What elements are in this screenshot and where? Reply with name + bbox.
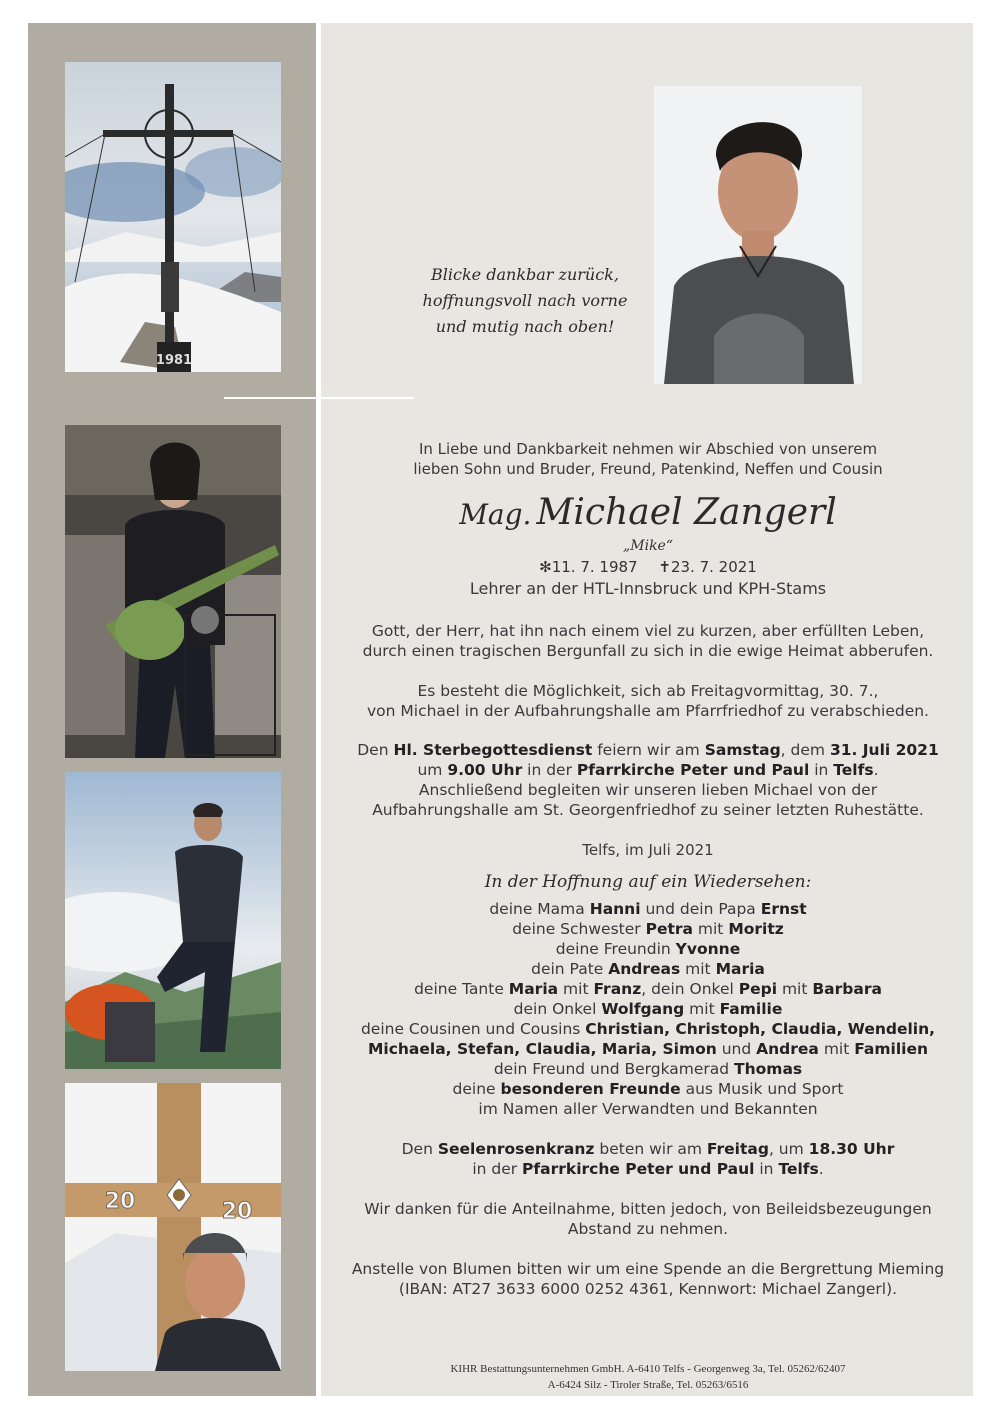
mourner-row: deine Schwester Petra mit Moritz bbox=[512, 920, 784, 938]
cross-year-right: 20 bbox=[221, 1199, 253, 1224]
mourners-list bbox=[330, 899, 966, 1119]
funeral-mass-text bbox=[330, 740, 966, 820]
rosary-line-2: in der Pfarrkirche Peter und Paul in Telfs. bbox=[472, 1160, 824, 1178]
motto-line-3: und mutig nach oben! bbox=[435, 317, 615, 336]
rosary-line-1: Den Seelenrosenkranz beten wir am Freitag, um 18.30 Uhr bbox=[401, 1140, 895, 1158]
mourner-row: deine Tante Maria mit Franz, dein Onkel Pepi mit Barbara bbox=[414, 980, 882, 998]
nickname: „Mike“ bbox=[623, 538, 673, 554]
viewing-text bbox=[330, 681, 966, 721]
para2-line-2: von Michael in der Aufbahrungshalle am Pfarrfriedhof zu verabschieden. bbox=[366, 702, 929, 720]
mourner-row: dein Pate Andreas mit Maria bbox=[531, 960, 765, 978]
mourner-row: im Namen aller Verwandten und Bekannten bbox=[478, 1100, 818, 1118]
intro-line-1: In Liebe und Dankbarkeit nehmen wir Abschied von unserem bbox=[418, 440, 878, 458]
mourner-row: deine Freundin Yvonne bbox=[555, 940, 741, 958]
academic-title: Mag. bbox=[459, 498, 532, 531]
guitarist-photo bbox=[65, 425, 281, 758]
death-date: ✝23. 7. 2021 bbox=[658, 558, 757, 576]
mourner-row: deine Cousinen und Cousins Christian, Christoph, Claudia, Wendelin, bbox=[360, 1020, 936, 1038]
hope-heading: In der Hoffnung auf ein Wiedersehen: bbox=[484, 872, 812, 892]
thanks-line-2: Abstand zu nehmen. bbox=[567, 1220, 729, 1238]
occupation-text: Lehrer an der HTL-Innsbruck und KPH-Stams bbox=[469, 579, 827, 598]
occupation bbox=[330, 579, 966, 599]
portrait-photo bbox=[654, 86, 862, 384]
para2-line-1: Es besteht die Möglichkeit, sich ab Freitagvormittag, 30. 7., bbox=[417, 682, 879, 700]
donation-text bbox=[330, 1259, 966, 1299]
mourner-row: Michaela, Stefan, Claudia, Maria, Simon und Andrea mit Familien bbox=[367, 1040, 929, 1058]
motto bbox=[400, 262, 650, 340]
place-date bbox=[330, 840, 966, 860]
full-name: Michael Zangerl bbox=[536, 492, 837, 533]
mourner-row: deine Mama Hanni und dein Papa Ernst bbox=[489, 900, 807, 918]
mass-line-3: Anschließend begleiten wir unseren lieben Michael von der bbox=[418, 781, 878, 799]
footer-line-2: A-6424 Silz - Tiroler Straße, Tel. 05263/6516 bbox=[547, 1379, 749, 1391]
rosary-text bbox=[330, 1139, 966, 1179]
mountain-hiker-photo bbox=[65, 772, 281, 1069]
motto-line-1: Blicke dankbar zurück, bbox=[431, 265, 619, 284]
thanks-line-1: Wir danken für die Anteilnahme, bitten jedoch, von Beileidsbezeugungen bbox=[364, 1200, 932, 1218]
cross-year-label: 1981 bbox=[155, 353, 193, 368]
mourner-row: deine besonderen Freunde aus Musik und Sport bbox=[452, 1080, 844, 1098]
mourner-row: dein Freund und Bergkamerad Thomas bbox=[493, 1060, 803, 1078]
cross-selfie-photo bbox=[65, 1083, 281, 1371]
mourner-row: dein Onkel Wolfgang mit Familie bbox=[513, 1000, 783, 1018]
intro-text bbox=[330, 439, 966, 479]
summit-cross-photo bbox=[65, 62, 281, 372]
donation-line-2: (IBAN: AT27 3633 6000 0252 4361, Kennwort: Michael Zangerl). bbox=[398, 1280, 898, 1298]
intro-line-2: lieben Sohn und Bruder, Freund, Patenkind, Neffen und Cousin bbox=[413, 460, 883, 478]
mass-line-1: Den Hl. Sterbegottesdienst feiern wir am Samstag, dem 31. Juli 2021 bbox=[357, 741, 939, 759]
mass-line-4: Aufbahrungshalle am St. Georgenfriedhof zu seiner letzten Ruhestätte. bbox=[372, 801, 924, 819]
birth-date: ✻11. 7. 1987 bbox=[539, 558, 638, 576]
footer-line-1: KIHR Bestattungsunternehmen GmbH. A-6410 Telfs - Georgenweg 3a, Tel. 05262/62407 bbox=[450, 1363, 846, 1375]
life-dates bbox=[330, 558, 966, 576]
divider-line bbox=[224, 397, 414, 399]
para1-line-1: Gott, der Herr, hat ihn nach einem viel zu kurzen, aber erfüllten Leben, bbox=[371, 622, 925, 640]
death-notice-text bbox=[330, 621, 966, 661]
motto-line-2: hoffnungsvoll nach vorne bbox=[422, 291, 628, 310]
place-date-text: Telfs, im Juli 2021 bbox=[582, 841, 714, 859]
deceased-name bbox=[330, 492, 966, 533]
donation-line-1: Anstelle von Blumen bitten wir um eine Spende an die Bergrettung Mieming bbox=[351, 1260, 945, 1278]
mass-line-2: um 9.00 Uhr in der Pfarrkirche Peter und Paul in Telfs. bbox=[417, 761, 879, 779]
para1-line-2: durch einen tragischen Bergunfall zu sich in die ewige Heimat abberufen. bbox=[362, 642, 934, 660]
thanks-text bbox=[330, 1199, 966, 1239]
cross-year-left: 20 bbox=[104, 1189, 136, 1214]
